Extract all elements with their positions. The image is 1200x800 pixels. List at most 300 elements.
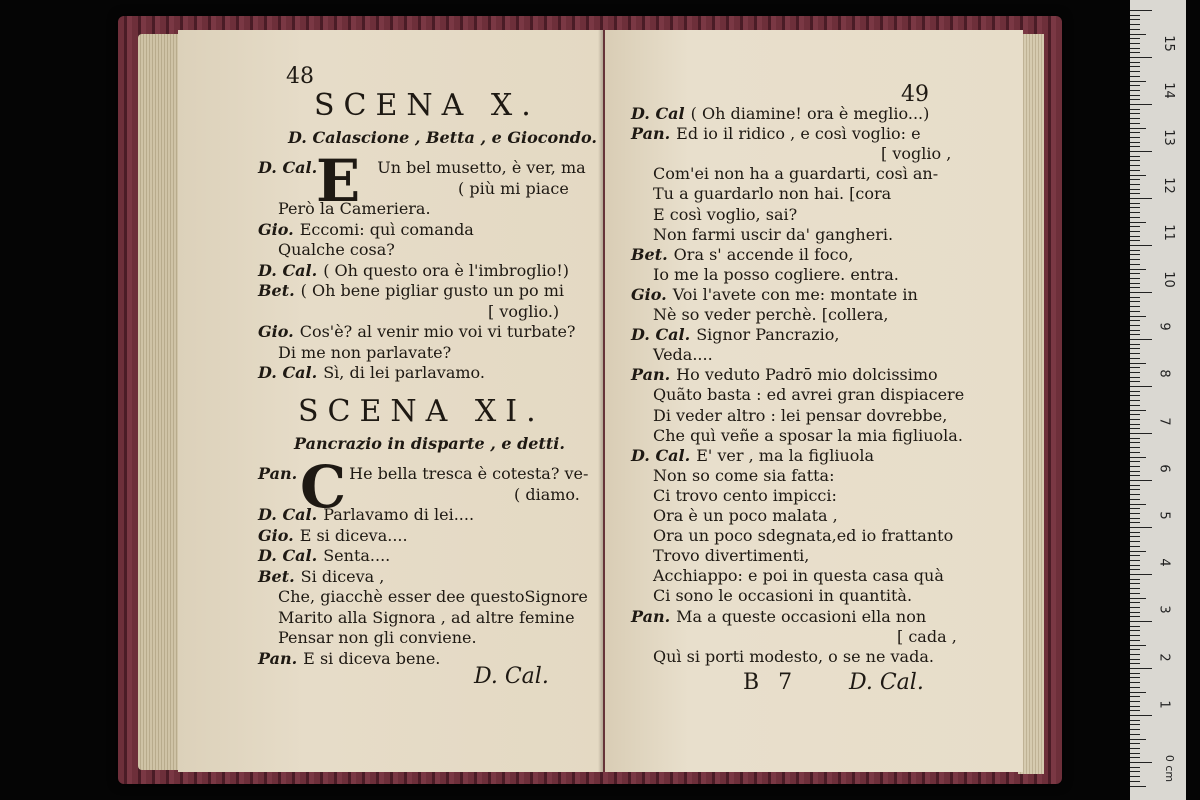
ruler-tick: [1130, 43, 1140, 44]
line-text: Signor Pancrazio,: [696, 325, 840, 345]
drop-cap: C: [300, 453, 347, 521]
line-text: ( più mi piace: [458, 178, 569, 198]
text-line: [653, 566, 944, 585]
ruler-tick: [1130, 560, 1140, 561]
text-line: [631, 104, 929, 123]
ruler-tick: [1130, 81, 1146, 82]
ruler-number: 11: [1160, 224, 1176, 241]
text-line: [278, 608, 575, 627]
line-text: Ma a queste occasioni ella non: [676, 606, 927, 626]
ruler-tick: [1130, 583, 1140, 584]
ruler-tick: [1130, 170, 1140, 171]
text-line: [631, 124, 921, 143]
ruler-tick: [1130, 297, 1140, 298]
ruler-tick: [1130, 99, 1140, 100]
ruler-tick: [1130, 574, 1152, 575]
ruler-tick: [1130, 710, 1140, 711]
ruler-tick: [1130, 701, 1140, 702]
text-line: [653, 345, 713, 364]
ruler-tick: [1130, 372, 1140, 373]
ruler-tick: [1130, 320, 1140, 321]
speaker-name: D. Cal.: [631, 325, 691, 345]
speaker-name: Pan.: [631, 124, 671, 144]
text-line: [653, 526, 953, 545]
text-line: [258, 505, 474, 524]
text-line: [881, 144, 951, 163]
speaker-name: D. Cal.: [258, 158, 318, 177]
ruler-tick: [1130, 273, 1140, 274]
ruler-tick: [1130, 776, 1140, 777]
scene-cast: D. Calascione , Betta , e Giocondo.: [288, 128, 597, 147]
line-text: Ed io il ridico , e così voglio: e: [676, 124, 921, 144]
text-line: [278, 343, 451, 362]
ruler-tick: [1130, 367, 1140, 368]
text-line: [278, 628, 477, 647]
ruler-tick: [1130, 62, 1140, 63]
text-line: [258, 220, 474, 239]
ruler-tick: [1130, 767, 1140, 768]
ruler-tick: [1130, 447, 1140, 448]
ruler-tick: [1130, 616, 1140, 617]
ruler-number: 6: [1156, 464, 1172, 473]
line-text: Marito alla Signora , ad altre femine: [278, 607, 575, 627]
ruler-tick: [1130, 692, 1146, 693]
ruler-tick: [1130, 15, 1140, 16]
ruler-tick: [1130, 715, 1152, 716]
ruler-tick: [1130, 668, 1152, 669]
ruler-tick: [1130, 400, 1140, 401]
text-line: [258, 322, 576, 341]
ruler-tick: [1130, 499, 1140, 500]
ruler-tick: [1130, 706, 1140, 707]
ruler-number: 3: [1156, 605, 1172, 615]
ruler-tick: [1130, 551, 1146, 552]
speaker-name: Gio.: [258, 219, 294, 239]
line-text: E' ver , ma la figliuola: [696, 445, 875, 465]
ruler-tick: [1130, 160, 1140, 161]
ruler-number: 2: [1156, 652, 1172, 662]
scene-cast: Pancrazio in disparte , e detti.: [294, 434, 565, 453]
line-text: Ora un poco sdegnata,ed io frattanto: [653, 526, 954, 546]
ruler-tick: [1130, 607, 1140, 608]
ruler-tick: [1130, 598, 1146, 599]
ruler-number: 10: [1160, 271, 1176, 288]
line-text: [ cada ,: [897, 626, 957, 646]
ruler-number: 9: [1156, 322, 1172, 331]
speaker-name: Bet.: [631, 244, 668, 264]
ruler-tick: [1130, 184, 1140, 185]
text-line: [653, 184, 891, 203]
ruler-tick: [1130, 377, 1140, 378]
speaker-name: D. Cal: [631, 104, 685, 123]
ruler-tick: [1130, 146, 1140, 147]
ruler-tick: [1130, 198, 1152, 199]
line-text: Cos'è? al venir mio voi vi turbate?: [299, 322, 576, 341]
ruler-tick: [1130, 649, 1140, 650]
ruler-tick: [1130, 52, 1140, 53]
line-text: Voi l'avete con me: montate in: [672, 284, 918, 304]
ruler-tick: [1130, 640, 1140, 641]
ruler-tick: [1130, 696, 1140, 697]
ruler-number: 5: [1156, 511, 1172, 520]
text-line: [458, 179, 569, 198]
ruler-tick: [1130, 245, 1152, 246]
ruler-tick: [1130, 231, 1140, 232]
text-line: [631, 285, 918, 304]
speaker-name: D. Cal.: [258, 546, 318, 565]
ruler-tick: [1130, 175, 1146, 176]
line-text: Però la Cameriera.: [278, 199, 431, 218]
text-line: [258, 158, 586, 177]
line-text: Io me la posso cogliere. entra.: [653, 264, 899, 284]
line-text: Che quì veñe a sposar la mia figliuola.: [653, 425, 963, 445]
ruler-tick: [1130, 259, 1140, 260]
ruler-tick: [1130, 743, 1140, 744]
text-line: [653, 647, 934, 666]
ruler-tick: [1130, 475, 1140, 476]
line-text: Sì, di lei parlavamo.: [323, 363, 485, 382]
speaker-name: Bet.: [258, 566, 295, 586]
page-number: 48: [286, 64, 314, 89]
ruler-tick: [1130, 588, 1140, 589]
ruler-tick: [1130, 38, 1140, 39]
scene-title: SCENA XI.: [298, 394, 545, 429]
ruler-tick: [1130, 254, 1140, 255]
ruler-tick: [1130, 414, 1140, 415]
ruler-tick: [1130, 156, 1140, 157]
ruler-tick: [1130, 66, 1140, 67]
ruler-tick: [1130, 292, 1152, 293]
ruler-tick: [1130, 405, 1140, 406]
ruler-tick: [1130, 569, 1140, 570]
ruler-tick: [1130, 621, 1152, 622]
line-text: Veda....: [653, 345, 713, 365]
text-line: [631, 325, 840, 344]
ruler-tick: [1130, 626, 1140, 627]
ruler-tick: [1130, 565, 1140, 566]
ruler-tick: [1130, 358, 1140, 359]
ruler-tick: [1130, 236, 1140, 237]
text-line: [653, 546, 809, 565]
ruler-tick: [1130, 518, 1140, 519]
text-line: [258, 567, 384, 586]
ruler-tick: [1130, 339, 1152, 340]
ruler-tick: [1130, 217, 1140, 218]
ruler-tick: [1130, 19, 1140, 20]
line-text: Qualche cosa?: [278, 240, 395, 259]
ruler-tick: [1130, 786, 1146, 787]
ruler-tick: [1130, 555, 1140, 556]
line-text: E si diceva bene.: [303, 648, 441, 668]
ruler-tick: [1130, 748, 1140, 749]
ruler-tick: [1130, 250, 1140, 251]
ruler-tick: [1130, 395, 1140, 396]
ruler-tick: [1130, 109, 1140, 110]
speaker-name: Gio.: [631, 284, 667, 304]
line-text: Di veder altro : lei pensar dovrebbe,: [653, 405, 948, 425]
ruler-tick: [1130, 386, 1152, 387]
ruler-tick: [1130, 659, 1140, 660]
ruler-tick: [1130, 485, 1140, 486]
line-text: Quì si porti modesto, o se ne vada.: [653, 646, 934, 666]
ruler-tick: [1130, 428, 1140, 429]
ruler-tick: [1130, 151, 1152, 152]
ruler-tick: [1130, 504, 1146, 505]
ruler-tick: [1130, 424, 1140, 425]
speaker-name: Pan.: [258, 648, 298, 668]
ruler-tick: [1130, 410, 1146, 411]
ruler-tick: [1130, 612, 1140, 613]
ruler-tick: [1130, 541, 1140, 542]
signature-mark: B 7: [743, 670, 799, 695]
ruler-tick: [1130, 330, 1140, 331]
text-line: [278, 240, 395, 259]
speaker-name: D. Cal.: [258, 260, 318, 280]
text-line: [653, 225, 893, 244]
line-text: Com'ei non ha a guardarti, così an-: [653, 164, 939, 184]
line-text: Non farmi uscir da' gangheri.: [653, 224, 894, 244]
ruler-tick: [1130, 663, 1140, 664]
line-text: Trovo divertimenti,: [653, 546, 810, 566]
text-line: [278, 199, 431, 218]
ruler-tick: [1130, 316, 1146, 317]
ruler-tick: [1130, 76, 1140, 77]
line-text: Eccomi: quì comanda: [299, 219, 474, 239]
line-text: Quãto basta : ed avrei gran dispiacere: [653, 385, 965, 405]
ruler-tick: [1130, 757, 1140, 758]
catchword: D. Cal.: [474, 664, 549, 689]
line-text: E così voglio, sai?: [653, 204, 798, 224]
ruler-tick: [1130, 391, 1140, 392]
text-line: [258, 261, 569, 280]
text-line: [258, 464, 588, 483]
ruler-tick: [1130, 264, 1140, 265]
ruler-number: 8: [1156, 369, 1172, 379]
line-text: Acchiappo: e poi in questa casa quà: [653, 566, 944, 586]
text-line: [631, 446, 874, 465]
ruler-tick: [1130, 466, 1140, 467]
text-line: [653, 506, 838, 525]
ruler-tick: [1130, 71, 1140, 72]
line-text: Ci trovo cento impicci:: [653, 485, 837, 505]
line-text: Ho veduto Padrō mio dolcissimo: [676, 365, 938, 385]
ruler-tick: [1130, 132, 1140, 133]
line-text: Si diceva ,: [300, 566, 385, 586]
line-text: E si diceva....: [299, 525, 408, 545]
text-line: [258, 546, 390, 565]
ruler-tick: [1130, 222, 1146, 223]
ruler-tick: [1130, 34, 1146, 35]
text-line: [897, 627, 957, 646]
ruler-tick: [1130, 240, 1140, 241]
ruler-tick: [1130, 142, 1140, 143]
speaker-name: D. Cal.: [631, 445, 691, 465]
ruler-tick: [1130, 212, 1140, 213]
text-line: [653, 385, 964, 404]
ruler-tick: [1130, 353, 1140, 354]
line-text: [ voglio ,: [881, 144, 952, 164]
speaker-name: D. Cal.: [258, 363, 318, 382]
left-page: [178, 30, 603, 772]
text-line: [258, 526, 408, 545]
text-line: [631, 245, 853, 264]
ruler-tick: [1130, 283, 1140, 284]
ruler-tick: [1130, 753, 1140, 754]
speaker-name: Pan.: [631, 606, 671, 626]
line-text: Ora è un poco malata ,: [653, 506, 838, 525]
scene-title: SCENA X.: [314, 88, 540, 123]
ruler-tick: [1130, 24, 1140, 25]
text-line: [653, 265, 899, 284]
ruler-tick: [1130, 344, 1140, 345]
ruler-number: 14: [1160, 82, 1176, 99]
catchword: D. Cal.: [849, 670, 924, 695]
ruler-tick: [1130, 113, 1140, 114]
ruler-tick: [1130, 226, 1140, 227]
ruler-number: 13: [1160, 129, 1176, 147]
ruler-tick: [1130, 104, 1152, 105]
line-text: ( Oh diamine! ora è meglio...): [690, 104, 930, 123]
ruler-tick: [1130, 720, 1140, 721]
ruler-tick: [1130, 118, 1140, 119]
ruler-tick: [1130, 771, 1140, 772]
text-line: [653, 466, 834, 485]
ruler-tick: [1130, 189, 1140, 190]
ruler-tick: [1130, 334, 1140, 335]
ruler-tick: [1130, 635, 1140, 636]
line-text: [ voglio.): [488, 301, 560, 321]
text-line: [653, 406, 947, 425]
ruler-tick: [1130, 527, 1152, 528]
ruler-tick: [1130, 363, 1146, 364]
line-text: Ci sono le occasioni in quantità.: [653, 586, 913, 606]
text-line: [631, 607, 926, 626]
ruler-tick: [1130, 654, 1140, 655]
ruler-tick: [1130, 471, 1140, 472]
speaker-name: Gio.: [258, 322, 294, 341]
text-line: [653, 586, 912, 605]
ruler-tick: [1130, 739, 1146, 740]
ruler-tick: [1130, 85, 1140, 86]
ruler-tick: [1130, 381, 1140, 382]
ruler-tick: [1130, 306, 1140, 307]
line-text: He bella tresca è cotesta? ve-: [349, 464, 589, 483]
ruler-number: 12: [1160, 176, 1176, 194]
right-page: [605, 30, 1023, 772]
page-number: 49: [901, 82, 929, 107]
line-text: Nè so veder perchè. [collera,: [653, 305, 889, 324]
ruler-tick: [1130, 269, 1146, 270]
ruler-tick: [1130, 734, 1140, 735]
ruler-tick: [1130, 673, 1140, 674]
ruler-tick: [1130, 602, 1140, 603]
ruler-number: 1: [1156, 700, 1172, 709]
text-line: [653, 164, 938, 183]
ruler-tick: [1130, 513, 1140, 514]
ruler-number: 7: [1156, 416, 1172, 426]
ruler-tick: [1130, 508, 1140, 509]
line-text: ( Oh bene pigliar gusto un po mi: [300, 281, 565, 300]
text-line: [653, 486, 837, 505]
ruler-tick: [1130, 207, 1140, 208]
ruler-number: 4: [1156, 558, 1172, 567]
line-text: Senta....: [323, 546, 391, 565]
ruler-tick: [1130, 546, 1140, 547]
ruler-tick: [1130, 457, 1146, 458]
ruler-tick: [1130, 729, 1140, 730]
text-line: [278, 587, 588, 606]
ruler-tick: [1130, 179, 1140, 180]
speaker-name: Bet.: [258, 281, 295, 300]
ruler-tick: [1130, 90, 1140, 91]
ruler-tick: [1130, 123, 1140, 124]
ruler-tick: [1130, 29, 1140, 30]
text-line: [653, 205, 797, 224]
text-line: [514, 485, 580, 504]
ruler-tick: [1130, 325, 1140, 326]
ruler-tick: [1130, 57, 1152, 58]
line-text: Che, giacchè esser dee questoSignore: [278, 587, 588, 606]
ruler-tick: [1130, 348, 1140, 349]
text-line: [258, 281, 564, 300]
ruler-tick: [1130, 128, 1146, 129]
ruler-tick: [1130, 687, 1140, 688]
ruler-tick: [1130, 682, 1140, 683]
ruler-tick: [1130, 494, 1140, 495]
ruler-tick: [1130, 677, 1140, 678]
ruler-tick: [1130, 536, 1140, 537]
ruler-tick: [1130, 532, 1140, 533]
ruler-unit-label: 0 cm: [1163, 754, 1177, 783]
ruler-tick: [1130, 781, 1140, 782]
speaker-name: D. Cal.: [258, 505, 318, 524]
line-text: Tu a guardarlo non hai. [cora: [653, 184, 892, 204]
ruler-tick: [1130, 461, 1140, 462]
speaker-name: Pan.: [258, 464, 298, 483]
ruler-tick: [1130, 522, 1140, 523]
ruler-tick: [1130, 724, 1140, 725]
ruler-tick: [1130, 762, 1152, 763]
ruler-tick: [1130, 165, 1140, 166]
ruler-number: 15: [1160, 35, 1176, 52]
line-text: ( Oh questo ora è l'imbroglio!): [323, 260, 569, 280]
line-text: Pensar non gli conviene.: [278, 628, 477, 647]
ruler-tick: [1130, 480, 1152, 481]
ruler-tick: [1130, 10, 1152, 11]
line-text: ( diamo.: [514, 484, 580, 504]
ruler-tick: [1130, 137, 1140, 138]
text-line: [631, 365, 938, 384]
ruler-tick: [1130, 311, 1140, 312]
measurement-ruler: [1130, 0, 1186, 800]
ruler-tick: [1130, 287, 1140, 288]
ruler-tick: [1130, 193, 1140, 194]
ruler-tick: [1130, 278, 1140, 279]
ruler-tick: [1130, 489, 1140, 490]
text-line: [653, 426, 963, 445]
text-line: [653, 305, 889, 324]
ruler-tick: [1130, 95, 1140, 96]
line-text: Non so come sia fatta:: [653, 465, 835, 485]
ruler-tick: [1130, 48, 1140, 49]
line-text: Di me non parlavate?: [278, 342, 452, 362]
ruler-tick: [1130, 630, 1140, 631]
drop-cap: E: [316, 147, 361, 215]
ruler-tick: [1130, 433, 1152, 434]
ruler-tick: [1130, 579, 1140, 580]
ruler-tick: [1130, 438, 1140, 439]
ruler-tick: [1130, 301, 1140, 302]
